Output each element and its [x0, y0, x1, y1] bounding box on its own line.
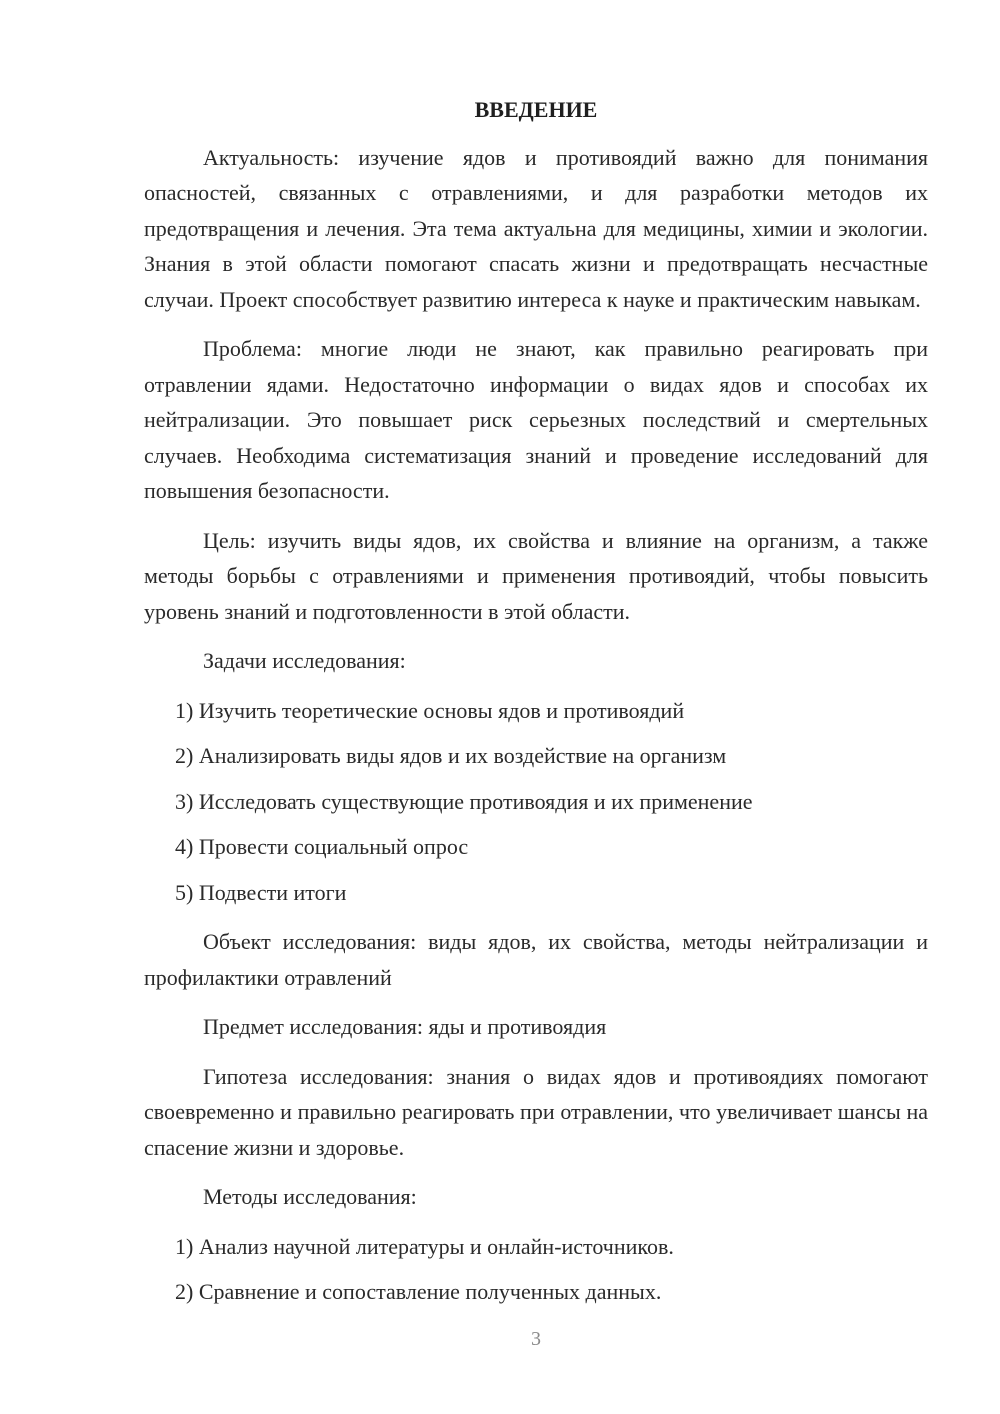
- problem-paragraph: Проблема: многие люди не знают, как правильно реагировать при отравлении ядами. Недостаточно информации о видах ядов и способах их нейтрализации. Это повышает риск серьезных последствий и смертельных случаев. Необходима систематизация знаний и проведение исследований для повышения безопасности.: [144, 336, 928, 503]
- goal-paragraph: Цель: изучить виды ядов, их свойства и влияние на организм, а также методы борьбы с отравлениями и применения противоядий, чтобы повысить уровень знаний и подготовленности в этой области.: [144, 527, 928, 624]
- tasks-heading: Задачи исследования:: [203, 648, 406, 673]
- methods-heading: Методы исследования:: [203, 1184, 417, 1209]
- list-item: 1) Изучить теоретические основы ядов и противоядий: [175, 697, 685, 723]
- page-number: 3: [531, 1328, 541, 1350]
- methods-list: [144, 1229, 928, 1310]
- object-paragraph: Объект исследования: виды ядов, их свойства, методы нейтрализации и профилактики отравлений: [144, 929, 928, 990]
- list-item: 4) Провести социальный опрос: [175, 834, 469, 859]
- list-item: 3) Исследовать существующие противоядия и их применение: [175, 788, 753, 814]
- tasks-list: [144, 693, 928, 911]
- relevance-paragraph: Актуальность: изучение ядов и противоядий важно для понимания опасностей, связанных с отравлениями, и для разработки методов их предотвращения и лечения. Эта тема актуальна для медицины, химии и экологии. Знания в этой области помогают спасать жизни и предотвращать несчастные случаи. Проект способствует развитию интереса к науке и практическим навыкам.: [144, 144, 928, 312]
- list-item: 5) Подвести итоги: [175, 879, 347, 905]
- list-item: 1) Анализ научной литературы и онлайн-источников.: [175, 1233, 674, 1259]
- list-item: 2) Сравнение и сопоставление полученных данных.: [175, 1279, 662, 1304]
- document-body: [144, 92, 928, 1324]
- page-title: ВВЕДЕНИЕ: [474, 97, 598, 122]
- hypothesis-paragraph: Гипотеза исследования: знания о видах ядов и противоядиях помогают своевременно и правильно реагировать при отравлении, что увеличивает шансы на спасение жизни и здоровье.: [144, 1063, 928, 1160]
- subject-paragraph: Предмет исследования: яды и противоядия: [203, 1014, 607, 1039]
- list-item: 2) Анализировать виды ядов и их воздействие на организм: [175, 743, 727, 768]
